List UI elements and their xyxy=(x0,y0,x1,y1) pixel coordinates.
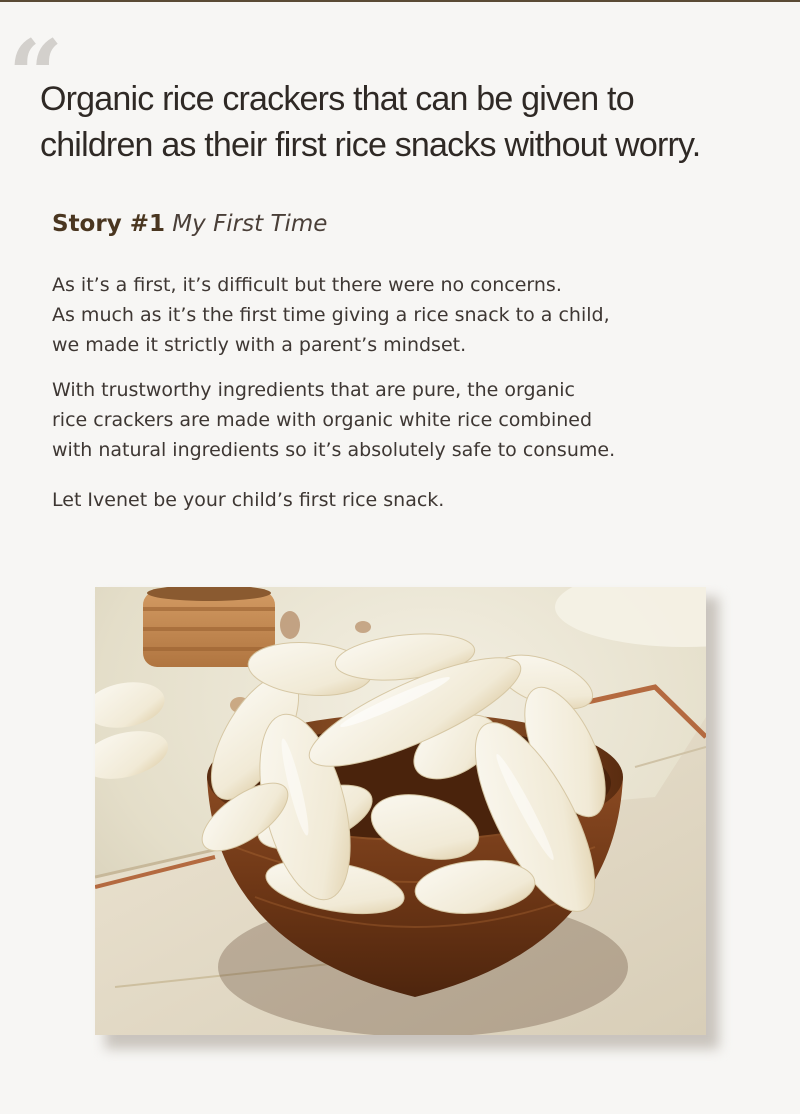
story-label: Story #1 xyxy=(52,211,165,237)
paragraph-line: rice crackers are made with organic white rice combined xyxy=(52,409,593,431)
story-paragraph xyxy=(52,375,752,465)
paragraph-line: Let Ivenet be your child’s first rice snack. xyxy=(52,489,445,511)
headline-line: children as their first rice snacks without worry. xyxy=(40,126,701,164)
story-paragraph xyxy=(52,485,752,515)
rice-crackers-bowl-icon xyxy=(95,587,706,1035)
paragraph-line: As it’s a first, it’s difficult but there were no concerns. xyxy=(52,274,562,296)
quote-mark-icon: “ xyxy=(8,19,64,132)
top-divider xyxy=(0,0,800,2)
product-photo xyxy=(95,587,706,1035)
headline xyxy=(40,76,780,168)
story-heading xyxy=(52,206,327,242)
story-title: My First Time xyxy=(172,211,328,237)
paragraph-line: With trustworthy ingredients that are pure, the organic xyxy=(52,379,575,401)
story-paragraph xyxy=(52,270,752,360)
paragraph-line: we made it strictly with a parent’s mindset. xyxy=(52,334,467,356)
paragraph-line: As much as it’s the first time giving a rice snack to a child, xyxy=(52,304,610,326)
paragraph-line: with natural ingredients so it’s absolutely safe to consume. xyxy=(52,439,616,461)
headline-line: Organic rice crackers that can be given to xyxy=(40,80,634,118)
